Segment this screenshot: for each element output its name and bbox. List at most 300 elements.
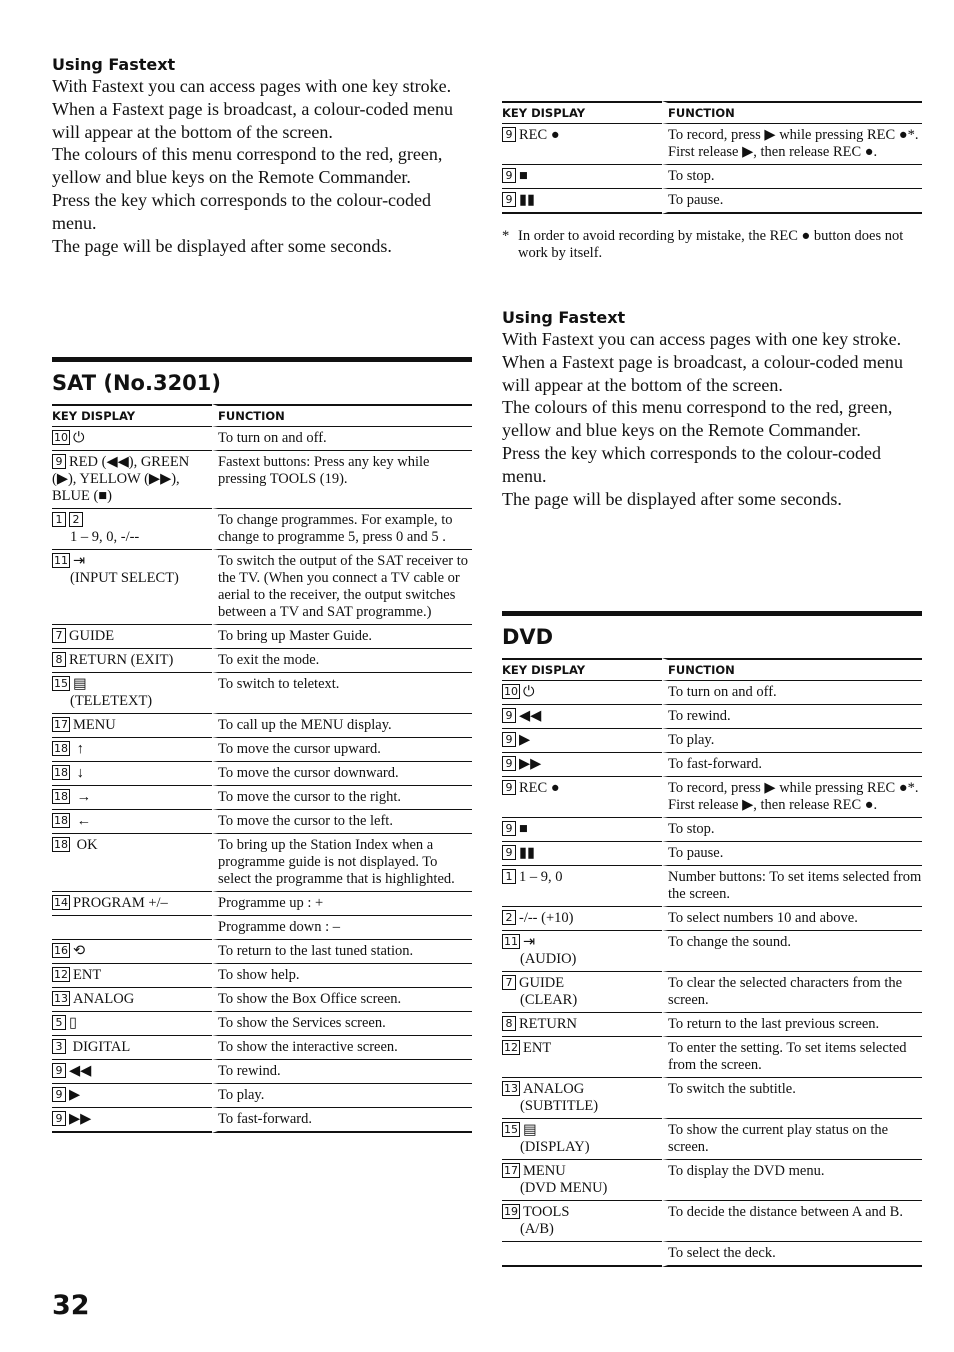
key-label: ANALOG xyxy=(523,1081,585,1097)
table-row xyxy=(52,1108,472,1133)
key-sublabel: (DISPLAY) xyxy=(520,1139,590,1155)
key-line xyxy=(52,943,212,960)
key-cell xyxy=(502,972,662,1013)
key-number-badge: 1 xyxy=(52,512,66,527)
table-row xyxy=(502,907,922,931)
key-line xyxy=(502,684,662,701)
sat-table-body xyxy=(52,427,472,1133)
table-row xyxy=(502,1037,922,1078)
key-number-badge: 19 xyxy=(504,1205,518,1218)
table-row xyxy=(52,762,472,786)
table-row xyxy=(502,1160,922,1201)
fastext-line: With Fastext you can access pages with one key stroke. xyxy=(52,76,452,96)
key-cell xyxy=(502,165,662,189)
key-cell xyxy=(502,729,662,753)
table-row xyxy=(502,1078,922,1119)
key-number-badge: 1 xyxy=(502,869,516,884)
key-label: ■ xyxy=(519,168,528,184)
fastext-line: The page will be displayed after some seconds. xyxy=(52,235,392,256)
key-number-badge: 3 xyxy=(52,1039,66,1054)
key-number-badge: 11 xyxy=(54,554,68,567)
key-number-badge: 10 xyxy=(54,431,68,444)
function-cell: To stop. xyxy=(662,165,922,189)
fastext-line: When a Fastext page is broadcast, a colour-coded menu will appear at the bottom of the screen. xyxy=(502,351,903,395)
key-cell xyxy=(52,673,212,714)
function-cell: To change the sound. xyxy=(662,931,922,972)
function-cell: To record, press ▶ while pressing REC ●*. First release ▶, then release REC ●. xyxy=(662,124,922,165)
key-number-badge: 9 xyxy=(52,454,66,469)
key-number-badge: 14 xyxy=(54,896,68,909)
key-sublabel: (CLEAR) xyxy=(520,992,578,1008)
key-line xyxy=(502,934,662,951)
key-number-badge: 9 xyxy=(502,192,516,207)
key-number-badge: 9 xyxy=(502,821,516,836)
key-cell xyxy=(502,1242,662,1267)
key-number-badge: 7 xyxy=(52,628,66,643)
function-cell: To enter the setting. To set items selected from the screen. xyxy=(662,1037,922,1078)
function-cell: To move the cursor to the right. xyxy=(212,786,472,810)
key-label: DIGITAL xyxy=(69,1039,131,1055)
key-number-badge: 10 xyxy=(504,685,518,698)
function-cell: To turn on and off. xyxy=(212,427,472,451)
rec-table-body xyxy=(502,124,922,214)
table-row xyxy=(502,972,922,1013)
function-cell: To display the DVD menu. xyxy=(662,1160,922,1201)
key-line xyxy=(502,756,662,773)
key-cell xyxy=(502,705,662,729)
key-cell xyxy=(502,1037,662,1078)
key-line xyxy=(52,676,212,693)
table-row xyxy=(502,189,922,214)
key-label: TOOLS xyxy=(523,1204,570,1220)
table-row xyxy=(52,673,472,714)
table-row xyxy=(502,729,922,753)
key-line xyxy=(52,1015,212,1032)
key-label: ⇥ xyxy=(73,553,86,569)
key-label: ▯ xyxy=(69,1015,77,1031)
key-label: RETURN xyxy=(519,1016,577,1032)
table-row xyxy=(52,1036,472,1060)
key-label: ENT xyxy=(73,967,102,983)
key-line xyxy=(52,967,212,984)
key-line xyxy=(502,1081,662,1098)
function-cell: To switch to teletext. xyxy=(212,673,472,714)
function-cell: To show the Box Office screen. xyxy=(212,988,472,1012)
fastext-text xyxy=(502,328,922,510)
key-cell xyxy=(52,964,212,988)
function-cell: To pause. xyxy=(662,842,922,866)
key-label: ◀◀ xyxy=(519,708,542,724)
key-cell xyxy=(52,762,212,786)
key-number-badge: 2 xyxy=(69,512,83,527)
fastext-line: Press the key which corresponds to the colour-coded menu. xyxy=(52,189,432,233)
function-cell: To fast-forward. xyxy=(662,753,922,777)
table-row xyxy=(502,1242,922,1267)
function-cell: Programme down : – xyxy=(212,916,472,940)
key-number-badge: 9 xyxy=(502,756,516,771)
key-cell xyxy=(52,714,212,738)
key-cell xyxy=(502,681,662,705)
key-line xyxy=(502,732,662,749)
key-label: ▤ xyxy=(73,676,87,692)
key-cell xyxy=(502,866,662,907)
key-cell xyxy=(502,1078,662,1119)
table-row xyxy=(52,940,472,964)
key-cell xyxy=(52,810,212,834)
table-row xyxy=(502,753,922,777)
col-function: FUNCTION xyxy=(662,101,922,124)
key-cell xyxy=(502,124,662,165)
footnote-mark: * xyxy=(502,228,510,244)
key-label: ▮▮ xyxy=(519,845,535,861)
key-label: ▶▶ xyxy=(69,1111,92,1127)
key-sublabel: (A/B) xyxy=(520,1221,554,1237)
function-cell: To fast-forward. xyxy=(212,1108,472,1133)
key-line xyxy=(502,780,662,797)
table-row xyxy=(52,1084,472,1108)
rec-table xyxy=(502,101,922,214)
key-label: ▮▮ xyxy=(519,192,535,208)
footnote-text: In order to avoid recording by mistake, the REC ● button does not work by itself. xyxy=(518,228,904,261)
key-sublabel: (AUDIO) xyxy=(520,951,577,967)
table-row xyxy=(52,550,472,625)
function-cell: To exit the mode. xyxy=(212,649,472,673)
key-line xyxy=(502,869,662,886)
table-row xyxy=(52,810,472,834)
key-label: → xyxy=(73,789,92,805)
key-number-badge: 8 xyxy=(502,1016,516,1031)
key-cell xyxy=(502,777,662,818)
col-function: FUNCTION xyxy=(212,404,472,427)
key-number-badge: 15 xyxy=(54,677,68,690)
function-cell: To record, press ▶ while pressing REC ●*. First release ▶, then release REC ●. xyxy=(662,777,922,818)
key-label: REC ● xyxy=(519,780,560,796)
table-row xyxy=(502,124,922,165)
key-sublabel: (INPUT SELECT) xyxy=(70,570,179,586)
footnote xyxy=(502,228,922,262)
key-cell xyxy=(52,940,212,964)
key-label: GUIDE xyxy=(519,975,565,991)
table-row xyxy=(52,1060,472,1084)
key-number-badge: 18 xyxy=(54,790,68,803)
key-cell xyxy=(502,1201,662,1242)
key-label: ▶▶ xyxy=(519,756,542,772)
key-label: ▶ xyxy=(69,1087,81,1103)
key-number-badge: 15 xyxy=(504,1123,518,1136)
function-cell: To move the cursor to the left. xyxy=(212,810,472,834)
function-cell: To call up the MENU display. xyxy=(212,714,472,738)
key-line xyxy=(52,837,212,854)
table-row xyxy=(502,842,922,866)
key-cell xyxy=(52,916,212,940)
key-number-badge: 9 xyxy=(52,1063,66,1078)
key-label: REC ● xyxy=(519,127,560,143)
key-number-badge: 7 xyxy=(502,975,516,990)
key-label: ⟲ xyxy=(73,943,86,959)
key-number-badge: 12 xyxy=(54,968,68,981)
function-cell: Number buttons: To set items selected from the screen. xyxy=(662,866,922,907)
function-cell: To stop. xyxy=(662,818,922,842)
function-cell: To clear the selected characters from the screen. xyxy=(662,972,922,1013)
fastext-text xyxy=(52,75,472,257)
key-number-badge: 9 xyxy=(52,1111,66,1126)
key-number-badge: 13 xyxy=(54,992,68,1005)
function-cell: To select numbers 10 and above. xyxy=(662,907,922,931)
table-row xyxy=(502,1201,922,1242)
table-row xyxy=(52,1012,472,1036)
key-line xyxy=(502,1122,662,1139)
sat-table xyxy=(52,404,472,1133)
function-cell: To change programmes. For example, to change to programme 5, press 0 and 5 . xyxy=(212,509,472,550)
key-cell xyxy=(52,550,212,625)
fastext-line: With Fastext you can access pages with one key stroke. xyxy=(502,329,902,349)
table-row xyxy=(52,451,472,509)
key-line xyxy=(52,1063,212,1080)
key-label: ⇥ xyxy=(523,934,536,950)
table-row xyxy=(502,818,922,842)
key-label: ← xyxy=(73,813,92,829)
key-cell xyxy=(52,786,212,810)
function-cell: To show the current play status on the screen. xyxy=(662,1119,922,1160)
key-label: ENT xyxy=(523,1040,552,1056)
key-line xyxy=(52,553,212,570)
rec-section xyxy=(502,101,922,262)
key-label: ◀◀ xyxy=(69,1063,92,1079)
function-cell: To return to the last tuned station. xyxy=(212,940,472,964)
key-cell xyxy=(52,834,212,892)
key-line xyxy=(52,512,212,529)
key-number-badge: 12 xyxy=(504,1041,518,1054)
key-line xyxy=(52,1039,212,1056)
fastext-line: The colours of this menu correspond to the red, green, yellow and blue keys on the Remote Commander. xyxy=(502,397,893,441)
key-label: ▤ xyxy=(523,1122,537,1138)
key-cell xyxy=(52,1084,212,1108)
key-line xyxy=(502,1204,662,1221)
key-line xyxy=(502,910,662,927)
key-number-badge: 13 xyxy=(504,1082,518,1095)
key-number-badge: 17 xyxy=(504,1164,518,1177)
fastext-line: Press the key which corresponds to the colour-coded menu. xyxy=(502,442,882,486)
page-number: 32 xyxy=(52,1290,90,1321)
table-row xyxy=(52,714,472,738)
table-row xyxy=(52,892,472,916)
table-row xyxy=(502,705,922,729)
key-label: ▶ xyxy=(519,732,531,748)
key-label: MENU xyxy=(523,1163,566,1179)
key-label: OK xyxy=(73,837,98,853)
key-cell xyxy=(52,649,212,673)
key-label: ⏻ xyxy=(523,684,535,700)
key-line xyxy=(502,845,662,862)
dvd-table xyxy=(502,658,922,1267)
key-line xyxy=(502,1040,662,1057)
key-cell xyxy=(52,1060,212,1084)
function-cell: To turn on and off. xyxy=(662,681,922,705)
key-number-badge: 18 xyxy=(54,742,68,755)
key-label: ANALOG xyxy=(73,991,135,1007)
dvd-title: DVD xyxy=(502,625,554,649)
table-row xyxy=(502,681,922,705)
key-number-badge: 9 xyxy=(502,708,516,723)
function-cell: To return to the last previous screen. xyxy=(662,1013,922,1037)
table-row xyxy=(52,988,472,1012)
function-cell: To pause. xyxy=(662,189,922,214)
table-row xyxy=(502,1013,922,1037)
key-line xyxy=(52,813,212,830)
key-number-badge: 2 xyxy=(502,910,516,925)
key-line xyxy=(52,765,212,782)
table-row xyxy=(502,866,922,907)
key-number-badge: 9 xyxy=(502,127,516,142)
key-line xyxy=(52,741,212,758)
key-number-badge: 9 xyxy=(502,845,516,860)
key-line xyxy=(502,975,662,992)
key-number-badge: 8 xyxy=(52,652,66,667)
key-cell xyxy=(52,625,212,649)
key-label: 1 – 9, 0 xyxy=(519,869,563,885)
dvd-table-body xyxy=(502,681,922,1267)
key-line xyxy=(52,717,212,734)
fastext-line: The colours of this menu correspond to the red, green, yellow and blue keys on the Remote Commander. xyxy=(52,144,443,188)
col-function: FUNCTION xyxy=(662,658,922,681)
table-row xyxy=(52,649,472,673)
function-cell: To switch the output of the SAT receiver to the TV. (When you connect a TV cable or aerial to the receiver, the output switches between a TV and SAT programme.) xyxy=(212,550,472,625)
function-cell: To switch the subtitle. xyxy=(662,1078,922,1119)
key-sublabel: (DVD MENU) xyxy=(520,1180,608,1196)
key-label: GUIDE xyxy=(69,628,115,644)
key-cell xyxy=(52,988,212,1012)
key-label: ■ xyxy=(519,821,528,837)
table-row xyxy=(502,777,922,818)
key-line xyxy=(502,708,662,725)
sat-section xyxy=(52,357,472,1133)
fastext-heading: Using Fastext xyxy=(52,55,176,74)
dvd-section xyxy=(502,611,922,1267)
key-number-badge: 11 xyxy=(504,935,518,948)
key-label: -/-- (+10) xyxy=(519,910,574,926)
key-cell xyxy=(502,1160,662,1201)
key-cell xyxy=(502,842,662,866)
key-line xyxy=(52,652,212,669)
table-row xyxy=(502,1119,922,1160)
function-cell: To bring up the Station Index when a programme guide is not displayed. To select the programme that is highlighted. xyxy=(212,834,472,892)
key-line xyxy=(52,1111,212,1128)
col-key-display: KEY DISPLAY xyxy=(502,101,662,124)
key-label: ⏻ xyxy=(73,430,85,446)
col-key-display: KEY DISPLAY xyxy=(502,658,662,681)
key-number-badge: 16 xyxy=(54,944,68,957)
function-cell: To rewind. xyxy=(212,1060,472,1084)
key-cell xyxy=(52,1036,212,1060)
key-cell xyxy=(52,892,212,916)
key-cell xyxy=(52,1108,212,1133)
key-cell xyxy=(502,1119,662,1160)
function-cell: To bring up Master Guide. xyxy=(212,625,472,649)
key-cell xyxy=(52,1012,212,1036)
table-row xyxy=(52,625,472,649)
key-line xyxy=(52,430,212,447)
function-cell: To show the interactive screen. xyxy=(212,1036,472,1060)
key-line xyxy=(52,895,212,912)
table-row xyxy=(52,834,472,892)
key-cell xyxy=(502,753,662,777)
table-row xyxy=(502,165,922,189)
key-line xyxy=(502,192,662,209)
key-number-badge: 18 xyxy=(54,838,68,851)
table-row xyxy=(502,931,922,972)
key-line xyxy=(502,168,662,185)
key-number-badge: 9 xyxy=(502,732,516,747)
key-label: ↑ xyxy=(73,741,84,757)
key-line xyxy=(52,789,212,806)
function-cell: To show the Services screen. xyxy=(212,1012,472,1036)
key-cell xyxy=(52,427,212,451)
sat-title: SAT (No.3201) xyxy=(52,371,222,395)
fastext-line: When a Fastext page is broadcast, a colour-coded menu will appear at the bottom of the screen. xyxy=(52,98,453,142)
key-label: PROGRAM +/– xyxy=(73,895,168,911)
key-label: RETURN (EXIT) xyxy=(69,652,174,668)
table-row xyxy=(52,786,472,810)
col-key-display: KEY DISPLAY xyxy=(52,404,212,427)
table-row xyxy=(52,964,472,988)
key-label: ↓ xyxy=(73,765,84,781)
key-line xyxy=(502,1163,662,1180)
left-column xyxy=(52,55,472,257)
key-sublabel: 1 – 9, 0, -/-- xyxy=(70,529,140,545)
function-cell: To move the cursor upward. xyxy=(212,738,472,762)
key-cell xyxy=(502,189,662,214)
key-line xyxy=(502,1016,662,1033)
key-cell xyxy=(502,907,662,931)
function-cell: To show help. xyxy=(212,964,472,988)
key-number-badge: 9 xyxy=(502,168,516,183)
key-number-badge: 9 xyxy=(502,780,516,795)
key-cell xyxy=(502,818,662,842)
function-cell: To rewind. xyxy=(662,705,922,729)
key-line xyxy=(52,1087,212,1104)
function-cell: To play. xyxy=(212,1084,472,1108)
function-cell: Fastext buttons: Press any key while pressing TOOLS (19). xyxy=(212,451,472,509)
key-number-badge: 18 xyxy=(54,814,68,827)
key-label: RED (◀◀), GREEN (▶), YELLOW (▶▶), BLUE (■) xyxy=(52,454,190,504)
key-cell xyxy=(52,738,212,762)
key-line xyxy=(52,628,212,645)
key-line xyxy=(52,991,212,1008)
key-line xyxy=(52,454,212,505)
key-line xyxy=(502,821,662,838)
function-cell: To move the cursor downward. xyxy=(212,762,472,786)
function-cell: Programme up : + xyxy=(212,892,472,916)
key-number-badge: 9 xyxy=(52,1087,66,1102)
function-cell: To select the deck. xyxy=(662,1242,922,1267)
table-row xyxy=(52,738,472,762)
key-number-badge: 18 xyxy=(54,766,68,779)
key-cell xyxy=(502,931,662,972)
table-row xyxy=(52,509,472,550)
key-cell xyxy=(52,509,212,550)
key-line xyxy=(502,127,662,144)
function-cell: To play. xyxy=(662,729,922,753)
key-cell xyxy=(52,451,212,509)
fastext-heading: Using Fastext xyxy=(502,308,626,327)
key-label: MENU xyxy=(73,717,116,733)
key-sublabel: (TELETEXT) xyxy=(70,693,153,709)
table-row xyxy=(52,427,472,451)
table-row xyxy=(52,916,472,940)
key-cell xyxy=(502,1013,662,1037)
function-cell: To decide the distance between A and B. xyxy=(662,1201,922,1242)
right-fastext xyxy=(502,308,922,510)
